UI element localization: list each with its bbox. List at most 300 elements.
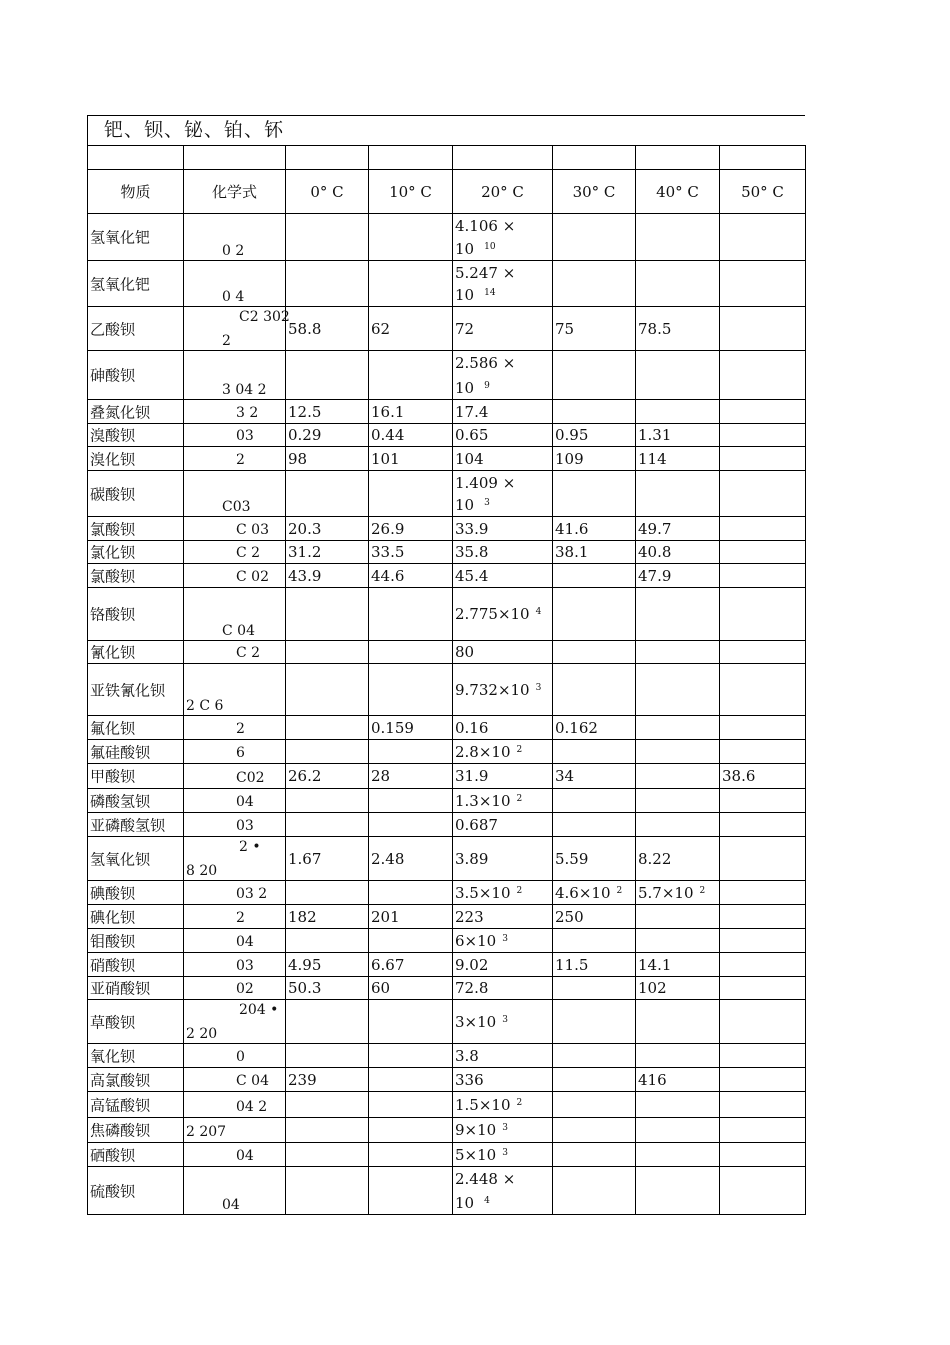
value-cell-c0	[286, 400, 369, 424]
value-cell-c20	[453, 813, 553, 837]
value-text: 16.1	[371, 402, 405, 421]
substance-cell	[88, 351, 184, 400]
value-cell-c50	[720, 953, 806, 977]
value-cell-c40	[636, 1118, 720, 1143]
value-cell-c10	[369, 641, 453, 664]
formula-cell	[184, 905, 286, 929]
value-cell-c30	[553, 813, 636, 837]
table-row	[88, 1044, 806, 1068]
table-row	[88, 977, 806, 1000]
value-cell-c20	[453, 664, 553, 716]
value-cell-c0	[286, 837, 369, 881]
formula-lower: 3 04 2	[222, 382, 267, 398]
value-cell-c30	[553, 517, 636, 541]
value-cell-c40	[636, 541, 720, 564]
value-text: 60	[371, 979, 391, 997]
value-cell-c10	[369, 351, 453, 400]
value-text: 20.3	[288, 519, 322, 538]
substance-cell	[88, 905, 184, 929]
table-row	[88, 1143, 806, 1167]
value-text: 11.5	[555, 955, 589, 974]
value-text: 0.95	[555, 426, 589, 444]
value-cell-c0	[286, 261, 369, 307]
value-cell-c40	[636, 588, 720, 641]
formula-cell	[184, 351, 286, 400]
formula-lower: 03	[236, 428, 254, 444]
value-text: 2.775×10 $^4$	[455, 605, 542, 623]
exponent: 3	[484, 498, 490, 508]
formula-lower: 2 207	[186, 1124, 227, 1140]
value-text: 9×10 $^3$	[455, 1121, 508, 1139]
value-cell-c10	[369, 1167, 453, 1215]
value-cell-c0	[286, 1118, 369, 1143]
value-cell-c0	[286, 471, 369, 517]
exponent: 4	[535, 607, 542, 617]
table-row	[88, 1000, 806, 1044]
substance-cell	[88, 400, 184, 424]
table-row	[88, 517, 806, 541]
table-row	[88, 813, 806, 837]
value-text: 2.8×10 $^2$	[455, 742, 523, 761]
value-text: 1.67	[288, 849, 322, 868]
value-text: 40.8	[638, 543, 672, 561]
solubility-sheet	[87, 115, 805, 1215]
table-row	[88, 664, 806, 716]
value-text: 43.9	[288, 566, 322, 585]
value-text: 109	[555, 449, 584, 468]
value-cell-c30	[553, 471, 636, 517]
value-cell-c0	[286, 641, 369, 664]
formula-cell	[184, 1068, 286, 1092]
formula-cell	[184, 471, 286, 517]
value-text: 34	[555, 767, 575, 785]
value-cell-c10	[369, 740, 453, 764]
value-cell-c0	[286, 1167, 369, 1215]
substance-name: 乙酸钡	[90, 320, 136, 338]
value-cell-c20	[453, 447, 553, 471]
value-text: 0.29	[288, 426, 322, 444]
value-cell-c0	[286, 740, 369, 764]
value-text: 0.159	[371, 718, 414, 737]
formula-lower: C 2	[236, 545, 261, 561]
formula-lower: 8 20	[186, 863, 218, 879]
substance-cell	[88, 664, 184, 716]
substance-name: 磷酸氢钡	[90, 792, 151, 810]
formula-lower: 6	[236, 745, 245, 761]
value-text: 201	[371, 907, 400, 926]
value-text: 31.9	[455, 767, 489, 785]
power: 10 $^3$	[455, 496, 490, 514]
table-row	[88, 588, 806, 641]
value-cell-c50	[720, 929, 806, 953]
formula-lower: C 02	[236, 569, 269, 585]
value-cell-c40	[636, 400, 720, 424]
header-40c: 40° C	[636, 170, 720, 214]
substance-cell	[88, 261, 184, 307]
value-text: 49.7	[638, 519, 672, 538]
formula-cell	[184, 929, 286, 953]
power: 10 $^{10}$	[455, 240, 496, 258]
substance-name: 铬酸钡	[90, 605, 136, 624]
value-cell-c40	[636, 764, 720, 789]
substance-cell	[88, 881, 184, 905]
value-cell-c10	[369, 977, 453, 1000]
value-cell-c50	[720, 1044, 806, 1068]
power: 10 $^{14}$	[455, 286, 496, 304]
value-cell-c30	[553, 541, 636, 564]
value-cell-c0	[286, 764, 369, 789]
value-cell-c40	[636, 977, 720, 1000]
value-cell-c30	[553, 447, 636, 471]
value-text: 26.2	[288, 767, 322, 785]
value-text: 80	[455, 643, 475, 661]
table-row	[88, 471, 806, 517]
formula-lower: 0	[236, 1049, 245, 1065]
value-cell-c30	[553, 837, 636, 881]
value-text: 58.8	[288, 319, 322, 338]
substance-cell	[88, 541, 184, 564]
exponent: 2	[516, 793, 523, 804]
value-cell-c40	[636, 261, 720, 307]
formula-cell	[184, 1118, 286, 1143]
exponent: 14	[484, 288, 496, 298]
header-30c: 30° C	[553, 170, 636, 214]
substance-cell	[88, 1044, 184, 1068]
value-cell-c50	[720, 400, 806, 424]
value-cell-c40	[636, 1092, 720, 1118]
substance-cell	[88, 307, 184, 351]
formula-cell	[184, 716, 286, 740]
value-cell-c0	[286, 447, 369, 471]
formula-lower: 3 2	[236, 405, 259, 421]
value-cell-c0	[286, 1044, 369, 1068]
value-cell-c50	[720, 1000, 806, 1044]
value-cell-c50	[720, 977, 806, 1000]
formula-lower: 2 C 6	[186, 698, 224, 714]
header-0c: 0° C	[286, 170, 369, 214]
substance-name: 氢氧化钯	[90, 275, 151, 293]
exponent: 3	[502, 1147, 508, 1158]
table-row	[88, 400, 806, 424]
substance-name: 氧化钡	[90, 1047, 136, 1065]
power: 10 $^4$	[455, 1194, 490, 1212]
substance-name: 溴化钡	[90, 450, 136, 468]
substance-cell	[88, 953, 184, 977]
value-cell-c20	[453, 789, 553, 813]
table-row	[88, 351, 806, 400]
formula-lower: 2	[236, 721, 245, 737]
value-cell-c0	[286, 541, 369, 564]
value-cell-c30	[553, 1167, 636, 1215]
blank-row	[88, 146, 806, 170]
value-text: 3.5×10 $^2$	[455, 883, 523, 902]
substance-cell	[88, 813, 184, 837]
header-20c: 20° C	[453, 170, 553, 214]
formula-cell	[184, 517, 286, 541]
value-cell-c0	[286, 929, 369, 953]
value-cell-c20	[453, 881, 553, 905]
table-row	[88, 929, 806, 953]
formula-cell	[184, 1092, 286, 1118]
value-cell-c50	[720, 588, 806, 641]
exponent: 3	[502, 1014, 508, 1025]
value-cell-c50	[720, 564, 806, 588]
value-text: 5×10 $^3$	[455, 1145, 508, 1164]
formula-cell	[184, 1044, 286, 1068]
value-cell-c40	[636, 837, 720, 881]
value-cell-c30	[553, 881, 636, 905]
substance-cell	[88, 214, 184, 261]
value-cell-c50	[720, 740, 806, 764]
value-cell-c10	[369, 837, 453, 881]
substance-cell	[88, 424, 184, 447]
value-cell-c0	[286, 977, 369, 1000]
exponent: 10	[484, 242, 496, 252]
value-text: 336	[455, 1070, 484, 1089]
substance-name: 氟化钡	[90, 719, 136, 737]
substance-cell	[88, 588, 184, 641]
table-row	[88, 764, 806, 789]
value-cell-c20	[453, 471, 553, 517]
exponent: 3	[502, 1123, 508, 1133]
value-cell-c50	[720, 541, 806, 564]
value-cell-c30	[553, 740, 636, 764]
value-cell-c10	[369, 564, 453, 588]
substance-cell	[88, 764, 184, 789]
value-cell-c30	[553, 641, 636, 664]
value-text: 1.31	[638, 426, 672, 444]
substance-cell	[88, 789, 184, 813]
value-cell-c0	[286, 881, 369, 905]
value-cell-c20	[453, 307, 553, 351]
mantissa: 2.586 ×	[455, 354, 516, 372]
value-cell-c50	[720, 664, 806, 716]
sci-value	[455, 351, 553, 399]
value-cell-c30	[553, 977, 636, 1000]
formula-lower: 04	[236, 934, 254, 950]
value-text: 45.4	[455, 566, 489, 585]
value-cell-c30	[553, 261, 636, 307]
value-cell-c0	[286, 1143, 369, 1167]
value-cell-c30	[553, 424, 636, 447]
table-row	[88, 905, 806, 929]
value-text: 6×10 $^3$	[455, 931, 508, 950]
value-text: 101	[371, 449, 400, 468]
value-cell-c50	[720, 813, 806, 837]
value-cell-c10	[369, 1044, 453, 1068]
exponent: 3	[535, 682, 542, 693]
formula-lower: 04	[222, 1197, 240, 1213]
value-cell-c30	[553, 400, 636, 424]
table-row	[88, 881, 806, 905]
substance-name: 亚铁氰化钡	[90, 681, 166, 699]
value-cell-c40	[636, 307, 720, 351]
substance-cell	[88, 1000, 184, 1044]
substance-cell	[88, 1167, 184, 1215]
value-cell-c50	[720, 1118, 806, 1143]
value-cell-c20	[453, 977, 553, 1000]
formula-lower: C 04	[222, 623, 255, 639]
value-text: 33.5	[371, 543, 405, 561]
value-cell-c50	[720, 641, 806, 664]
formula-cell	[184, 1143, 286, 1167]
formula-cell	[184, 764, 286, 789]
value-cell-c20	[453, 261, 553, 307]
value-cell-c40	[636, 471, 720, 517]
value-cell-c30	[553, 764, 636, 789]
substance-name: 砷酸钡	[90, 366, 136, 385]
value-cell-c20	[453, 1118, 553, 1143]
table-row	[88, 1167, 806, 1215]
value-cell-c20	[453, 1143, 553, 1167]
value-cell-c10	[369, 953, 453, 977]
value-text: 2.48	[371, 849, 405, 868]
substance-name: 亚硝酸钡	[90, 979, 151, 998]
value-text: 47.9	[638, 566, 672, 585]
value-cell-c10	[369, 1000, 453, 1044]
value-cell-c0	[286, 1068, 369, 1092]
value-cell-c30	[553, 564, 636, 588]
value-cell-c50	[720, 517, 806, 541]
value-cell-c40	[636, 905, 720, 929]
formula-cell	[184, 1167, 286, 1215]
value-cell-c30	[553, 351, 636, 400]
value-text: 102	[638, 979, 667, 997]
value-cell-c50	[720, 1092, 806, 1118]
value-text: 0.687	[455, 815, 498, 834]
value-cell-c10	[369, 517, 453, 541]
header-formula: 化学式	[184, 170, 286, 214]
value-text: 62	[371, 319, 391, 338]
substance-cell	[88, 564, 184, 588]
table-row	[88, 716, 806, 740]
formula-cell	[184, 641, 286, 664]
formula-cell	[184, 541, 286, 564]
value-cell-c50	[720, 716, 806, 740]
sci-value	[455, 1167, 553, 1214]
value-text: 50.3	[288, 979, 322, 997]
table-row	[88, 837, 806, 881]
value-cell-c10	[369, 400, 453, 424]
formula-cell	[184, 740, 286, 764]
value-cell-c20	[453, 517, 553, 541]
formula-lower: C 04	[236, 1073, 269, 1089]
mantissa: 1.409 ×	[455, 474, 516, 492]
header-50c: 50° C	[720, 170, 806, 214]
value-cell-c40	[636, 953, 720, 977]
value-text: 12.5	[288, 402, 322, 421]
value-cell-c0	[286, 564, 369, 588]
value-cell-c20	[453, 541, 553, 564]
value-cell-c20	[453, 1092, 553, 1118]
value-text: 1.3×10 $^2$	[455, 791, 523, 810]
value-cell-c50	[720, 881, 806, 905]
sci-value	[455, 214, 553, 260]
value-cell-c20	[453, 588, 553, 641]
formula-upper: 2 •	[239, 839, 261, 855]
table-row	[88, 953, 806, 977]
substance-cell	[88, 641, 184, 664]
value-cell-c30	[553, 307, 636, 351]
value-cell-c10	[369, 541, 453, 564]
table-row	[88, 740, 806, 764]
value-text: 223	[455, 907, 484, 926]
formula-cell	[184, 447, 286, 471]
table-row	[88, 564, 806, 588]
formula-cell	[184, 789, 286, 813]
value-text: 41.6	[555, 519, 589, 538]
value-text: 182	[288, 907, 317, 926]
value-cell-c50	[720, 1167, 806, 1215]
value-cell-c30	[553, 1068, 636, 1092]
exponent: 9	[484, 381, 490, 391]
value-cell-c40	[636, 740, 720, 764]
value-text: 17.4	[455, 402, 489, 421]
sci-value	[455, 471, 553, 516]
value-cell-c50	[720, 214, 806, 261]
formula-cell	[184, 214, 286, 261]
formula-lower: 2	[222, 333, 231, 349]
substance-cell	[88, 977, 184, 1000]
value-text: 5.7×10 $^2$	[638, 883, 706, 902]
value-cell-c20	[453, 1044, 553, 1068]
substance-name: 碘酸钡	[90, 884, 136, 902]
formula-lower: 0 2	[222, 243, 245, 259]
table-row	[88, 447, 806, 471]
value-text: 75	[555, 319, 575, 338]
table-row	[88, 424, 806, 447]
formula-upper: 204 •	[239, 1002, 279, 1018]
value-cell-c0	[286, 716, 369, 740]
formula-cell	[184, 1000, 286, 1044]
exponent: 2	[699, 885, 706, 896]
value-text: 9.02	[455, 955, 489, 974]
value-cell-c30	[553, 789, 636, 813]
formula-cell	[184, 977, 286, 1000]
value-text: 0.162	[555, 718, 598, 737]
value-cell-c50	[720, 351, 806, 400]
value-text: 35.8	[455, 543, 489, 561]
table-row	[88, 641, 806, 664]
value-cell-c0	[286, 813, 369, 837]
value-cell-c0	[286, 1092, 369, 1118]
table-row	[88, 307, 806, 351]
value-cell-c40	[636, 813, 720, 837]
value-cell-c50	[720, 789, 806, 813]
value-text: 4.95	[288, 955, 322, 974]
exponent: 2	[516, 744, 523, 755]
value-cell-c20	[453, 214, 553, 261]
formula-lower: 03	[236, 958, 254, 974]
substance-cell	[88, 716, 184, 740]
value-cell-c10	[369, 905, 453, 929]
value-cell-c0	[286, 214, 369, 261]
value-text: 9.732×10 $^3$	[455, 680, 542, 699]
exponent: 2	[616, 885, 623, 896]
table-row	[88, 1068, 806, 1092]
formula-lower: C03	[222, 499, 251, 515]
substance-name: 钼酸钡	[90, 932, 136, 950]
value-cell-c20	[453, 716, 553, 740]
value-cell-c20	[453, 953, 553, 977]
formula-cell	[184, 953, 286, 977]
value-cell-c30	[553, 664, 636, 716]
formula-lower: 02	[236, 981, 254, 997]
value-cell-c20	[453, 1068, 553, 1092]
formula-cell	[184, 307, 290, 351]
substance-name: 氯酸钡	[90, 567, 136, 585]
value-cell-c20	[453, 905, 553, 929]
